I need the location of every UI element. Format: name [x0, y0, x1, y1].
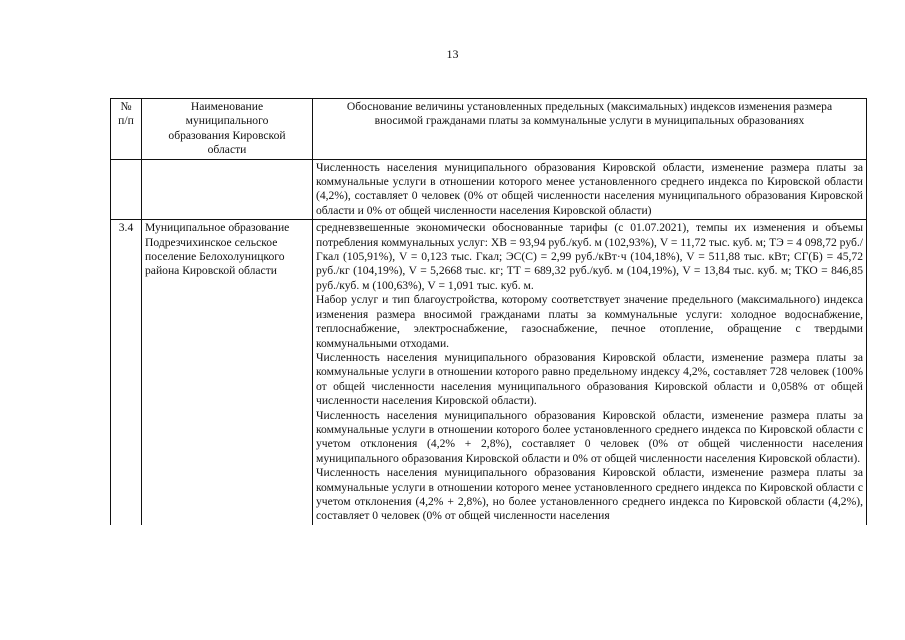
- population-between-paragraph: Численность населения муниципального образования Кировской области, изменение размера платы за коммунальные услуги в отношении которого менее установленного среднего индекса по Кировской области с учетом отклонения (4,2% + 2,8%), но более установленного среднего индекса по Кировской области (4,2%), составляет 0 человек (0% от общей численности населения: [316, 466, 863, 523]
- population-above-paragraph: Численность населения муниципального образования Кировской области, изменение размера платы за коммунальные услуги в отношении которого более установленного среднего индекса по Кировской области с учетом отклонения (4,2% + 2,8%), составляет 0 человек (0% от общей численности населения муниципального образования Кировской области и 0% от общей численности населения Кировской области).: [316, 408, 863, 465]
- tariff-paragraph: средневзвешенные экономически обоснованные тарифы (с 01.07.2021), темпы их изменения и объемы потребления коммунальных услуг: ХВ = 93,94 руб./куб. м (102,93%), V = 11,72 тыс. куб. м; ТЭ = 4 098,72 руб./Гкал (105,91%), V = 0,123 тыс. Гкал; ЭС(С) = 2,99 руб./кВт·ч (104,18%), V = 511,88 тыс. кВт; СГ(Б) = 45,72 руб./кг (104,19%), V = 5,2668 тыс. кг; ТТ = 689,32 руб./куб. м (104,19%), V = 13,84 тыс. куб. м; ТКО = 846,85 руб./куб. м (100,63%), V = 1,091 тыс. куб. м.: [316, 221, 863, 292]
- page-number: 13: [446, 47, 459, 61]
- cell-basis-text: [313, 220, 867, 525]
- header-number-line1: №: [120, 100, 132, 113]
- table-header-row: [111, 99, 867, 160]
- tariff-index-table: [110, 98, 867, 525]
- cell-carry-over-text: [313, 159, 867, 220]
- cell-empty-name: [142, 159, 313, 220]
- header-municipality-name: Наименование муниципального образования Кировской области: [142, 99, 313, 160]
- cell-row-number: 3.4: [111, 220, 142, 525]
- header-basis: Обоснование величины установленных предельных (максимальных) индексов изменения размера вносимой гражданами платы за коммунальные услуги в муниципальных образованиях: [313, 99, 867, 160]
- carry-over-paragraph: Численность населения муниципального образования Кировской области, изменение размера платы за коммунальные услуги в отношении которого менее установленного среднего индекса по Кировской области (4,2%), составляет 0 человек (0% от общей численности населения муниципального образования Кировской области и 0% от общей численности населения Кировской области): [316, 160, 863, 217]
- services-paragraph: Набор услуг и тип благоустройства, которому соответствует значение предельного (максимального) индекса изменения размера вносимой гражданами платы за коммунальные услуги: холодное водоснабжение, теплоснабжение, электроснабжение, газоснабжение, печное отопление, обращение с твердыми коммунальными отходами.: [316, 293, 863, 350]
- header-number-line2: п/п: [118, 114, 134, 128]
- table-row-continuation: [111, 159, 867, 220]
- header-number: [111, 99, 142, 160]
- table-row-3-4: [111, 220, 867, 525]
- cell-municipality-name: Муниципальное образование Подрезчихинское сельское поселение Белохолуницкого района Кировской области: [142, 220, 313, 525]
- cell-empty-number: [111, 159, 142, 220]
- population-equal-paragraph: Численность населения муниципального образования Кировской области, изменение размера платы за коммунальные услуги в отношении которого равно предельному индексу 4,2%, составляет 728 человек (100% от общей численности населения муниципального образования Кировской области и 0,058% от общей численности населения Кировской области).: [316, 350, 863, 408]
